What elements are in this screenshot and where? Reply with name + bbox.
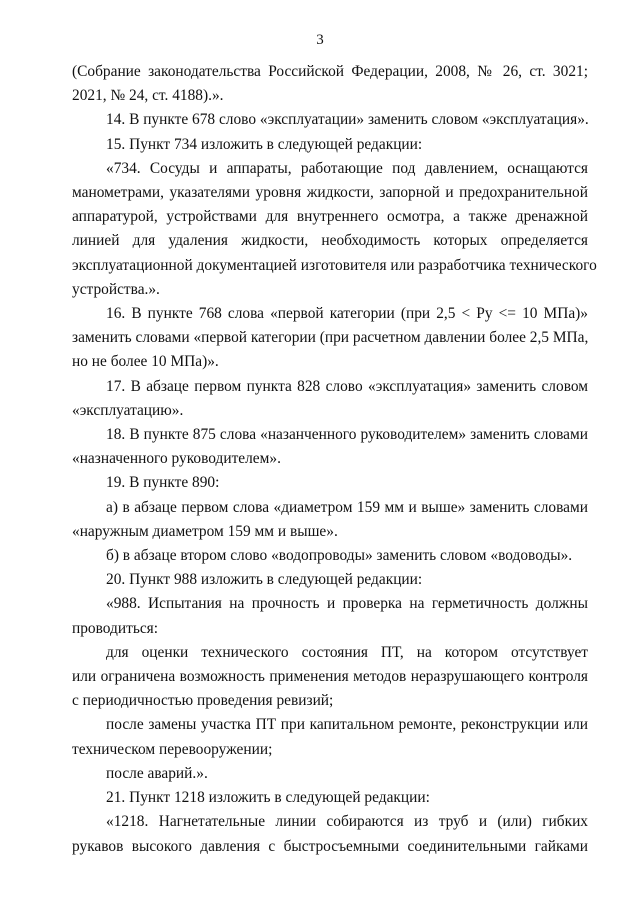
text-line: 15. Пункт 734 изложить в следующей редакции: (106, 135, 423, 153)
text-line: манометрами, указателями уровня жидкости, запорной и предохранительной (72, 184, 588, 202)
text-line: 21. Пункт 1218 изложить в следующей редакции: (106, 789, 430, 807)
text-line: рукавов высокого давления с быстросъемными соединительными гайками (72, 837, 588, 855)
text-line: после аварий.». (106, 764, 208, 782)
text-line: (Собрание законодательства Российской Федерации, 2008, № 26, ст. 3021; (72, 63, 588, 80)
paragraph (72, 810, 588, 858)
text-line: для оценки технического состояния ПТ, на котором отсутствует (106, 643, 588, 661)
text-line: 16. В пункте 768 слова «первой категории (при 2,5 < Ру <= 10 МПа)» (106, 305, 588, 323)
paragraph (72, 568, 588, 592)
paragraph (72, 423, 588, 471)
paragraph (72, 133, 588, 157)
text-line: «назначенного руководителем». (72, 450, 281, 468)
paragraph (72, 302, 588, 375)
text-line: эксплуатационной документацией изготовителя или разработчика технического (72, 256, 597, 274)
text-line: «наружным диаметром 159 мм и выше». (72, 522, 338, 540)
paragraph (72, 471, 588, 495)
text-line: устройства.». (72, 280, 160, 298)
paragraph (72, 786, 588, 810)
text-line: после замены участка ПТ при капитальном ремонте, реконструкции или (106, 716, 588, 734)
text-line: 20. Пункт 988 изложить в следующей редакции: (106, 571, 423, 589)
text-line: 14. В пункте 678 слово «эксплуатации» заменить словом «эксплуатация». (106, 111, 589, 129)
paragraph (72, 60, 588, 108)
paragraph (72, 544, 588, 568)
text-line: «988. Испытания на прочность и проверка на герметичность должны (106, 595, 588, 613)
text-line: аппаратурой, устройствами для внутреннего осмотра, а также дренажной (72, 208, 588, 226)
paragraph (72, 496, 588, 544)
paragraph (72, 592, 588, 640)
document-body (72, 60, 597, 859)
text-line: 2021, № 24, ст. 4188).». (72, 87, 224, 105)
text-line: с периодичностью проведения ревизий; (72, 692, 334, 710)
text-line: 17. В абзаце первом пункта 828 слово «эксплуатация» заменить словом (106, 377, 588, 395)
page-number: 3 (316, 32, 324, 48)
text-line: или ограничена возможность применения методов неразрушающего контроля (72, 668, 588, 686)
text-line: а) в абзаце первом слова «диаметром 159 мм и выше» заменить словами (106, 498, 588, 516)
text-line: «1218. Нагнетательные линии собираются из труб и (или) гибких (106, 813, 588, 831)
text-line: линией для удаления жидкости, необходимость которых определяется (72, 232, 588, 250)
paragraph (72, 157, 597, 302)
text-line: 19. В пункте 890: (106, 474, 220, 492)
text-line: заменить словами «первой категории (при расчетном давлении более 2,5 МПа, (72, 329, 589, 347)
paragraph (72, 108, 588, 132)
text-line: б) в абзаце втором слово «водопроводы» заменить словом «водоводы». (106, 547, 573, 565)
paragraph (72, 713, 588, 761)
text-line: «эксплуатацию». (72, 401, 184, 419)
text-line: но не более 10 МПа)». (72, 353, 219, 371)
paragraph (72, 375, 588, 423)
text-line: «734. Сосуды и аппараты, работающие под давлением, оснащаются (106, 159, 588, 177)
paragraph (72, 762, 588, 786)
text-line: 18. В пункте 875 слова «назанченного руководителем» заменить словами (106, 426, 588, 444)
paragraph (72, 641, 588, 714)
text-line: техническом перевооружении; (72, 740, 273, 758)
text-line: проводиться: (72, 619, 159, 637)
